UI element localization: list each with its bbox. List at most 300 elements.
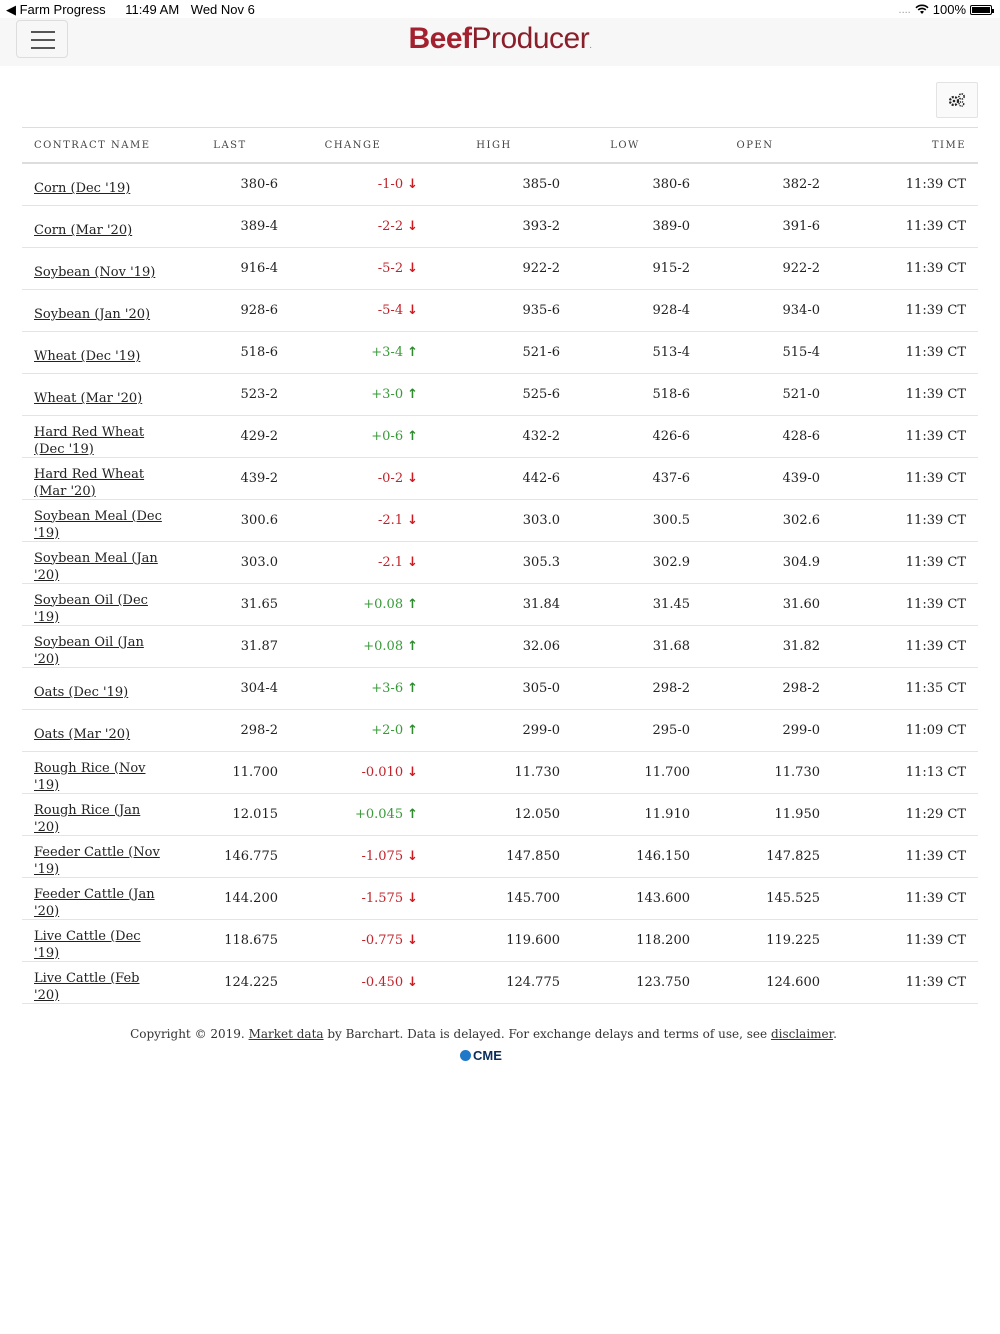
open-cell	[690, 458, 820, 500]
open-cell	[690, 163, 820, 206]
contract-name-link[interactable]: Soybean Oil (Dec '19)	[34, 592, 148, 625]
time-cell	[820, 332, 978, 374]
high-cell	[428, 290, 560, 332]
last-value: 300.6	[240, 513, 278, 528]
low-value: 298-2	[652, 681, 690, 696]
contract-name-link[interactable]: Wheat (Mar '20)	[34, 391, 143, 406]
back-app-label: Farm Progress	[19, 2, 106, 17]
time-cell	[820, 416, 978, 458]
low-value: 146.150	[636, 849, 690, 864]
high-value: 124.775	[506, 975, 560, 990]
last-value: 303.0	[240, 555, 278, 570]
contract-name-cell	[22, 836, 182, 878]
low-cell	[560, 163, 690, 206]
last-cell	[182, 500, 278, 542]
time-cell	[820, 668, 978, 710]
cme-label: CME	[473, 1048, 502, 1063]
arrow-up-icon: ↑	[407, 345, 418, 360]
high-cell	[428, 416, 560, 458]
col-header-low[interactable]: LOW	[560, 128, 690, 164]
change-text: +2-0	[371, 723, 404, 738]
time-cell	[820, 626, 978, 668]
high-value: 12.050	[514, 807, 560, 822]
table-row	[22, 500, 978, 542]
time-value: 11:39 CT	[905, 261, 966, 276]
change-text: +0.08	[363, 639, 404, 654]
change-text: -2-2	[377, 219, 404, 234]
last-cell	[182, 374, 278, 416]
footer-text: Copyright © 2019.	[130, 1027, 249, 1041]
back-to-app-link[interactable]: ◀ Farm Progress	[6, 2, 106, 17]
contract-name-cell	[22, 542, 182, 584]
last-cell	[182, 542, 278, 584]
last-value: 31.87	[240, 639, 278, 654]
contract-name-link[interactable]: Oats (Mar '20)	[34, 727, 131, 742]
contract-name-link[interactable]: Soybean Meal (Jan '20)	[34, 550, 158, 583]
low-value: 389-0	[652, 219, 690, 234]
low-value: 928-4	[652, 303, 690, 318]
time-cell	[820, 248, 978, 290]
last-cell	[182, 752, 278, 794]
high-value: 305.3	[522, 555, 560, 570]
arrow-down-icon: ↓	[407, 177, 418, 192]
time-value: 11:39 CT	[905, 345, 966, 360]
market-data-link[interactable]: Market data	[248, 1027, 324, 1041]
low-value: 123.750	[636, 975, 690, 990]
high-cell	[428, 458, 560, 500]
low-value: 513-4	[652, 345, 690, 360]
change-text: -5-2	[377, 261, 404, 276]
globe-icon	[460, 1050, 471, 1061]
contract-name-link[interactable]: Soybean (Jan '20)	[34, 307, 151, 322]
high-cell	[428, 584, 560, 626]
high-cell	[428, 163, 560, 206]
high-cell	[428, 920, 560, 962]
time-value: 11:39 CT	[905, 849, 966, 864]
contract-name-link[interactable]: Live Cattle (Dec '19)	[34, 928, 141, 961]
change-cell	[278, 920, 428, 962]
contract-name-cell	[22, 794, 182, 836]
open-cell	[690, 920, 820, 962]
low-value: 31.68	[652, 639, 690, 654]
change-value	[278, 765, 428, 780]
open-cell	[690, 836, 820, 878]
last-cell	[182, 332, 278, 374]
arrow-up-icon: ↑	[407, 681, 418, 696]
low-value: 426-6	[652, 429, 690, 444]
site-header	[0, 18, 1000, 66]
change-cell	[278, 542, 428, 584]
time-cell	[820, 584, 978, 626]
time-cell	[820, 542, 978, 584]
high-value: 145.700	[506, 891, 560, 906]
high-cell	[428, 962, 560, 1004]
low-cell	[560, 206, 690, 248]
high-value: 32.06	[522, 639, 560, 654]
change-text: -2.1	[378, 513, 404, 528]
last-value: 144.200	[224, 891, 278, 906]
low-value: 31.45	[652, 597, 690, 612]
last-cell	[182, 206, 278, 248]
status-time: 11:49 AM	[125, 2, 180, 17]
arrow-down-icon: ↓	[407, 261, 418, 276]
contract-name-cell	[22, 458, 182, 500]
change-value	[278, 597, 428, 612]
arrow-up-icon: ↑	[407, 723, 418, 738]
table-row	[22, 794, 978, 836]
last-cell	[182, 584, 278, 626]
change-cell	[278, 836, 428, 878]
open-cell	[690, 374, 820, 416]
change-value	[278, 429, 428, 444]
last-value: 916-4	[240, 261, 278, 276]
change-cell	[278, 752, 428, 794]
high-value: 303.0	[522, 513, 560, 528]
low-value: 11.910	[644, 807, 690, 822]
battery-fill	[972, 7, 990, 13]
change-value	[278, 513, 428, 528]
high-cell	[428, 542, 560, 584]
contract-name-link[interactable]: Wheat (Dec '19)	[34, 349, 141, 364]
low-cell	[560, 836, 690, 878]
market-data-table	[22, 127, 978, 1004]
contract-name-link[interactable]: Soybean Oil (Jan '20)	[34, 634, 144, 667]
change-value	[278, 723, 428, 738]
time-value: 11:39 CT	[905, 303, 966, 318]
open-value: 382-2	[782, 177, 820, 192]
open-value: 147.825	[766, 849, 820, 864]
high-cell	[428, 710, 560, 752]
col-header-time[interactable]: TIME	[820, 128, 978, 164]
last-value: 298-2	[240, 723, 278, 738]
arrow-up-icon: ↑	[407, 639, 418, 654]
table-row	[22, 374, 978, 416]
contract-name-link[interactable]: Rough Rice (Nov '19)	[34, 760, 146, 793]
contract-name-link[interactable]: Hard Red Wheat (Mar '20)	[34, 466, 145, 499]
low-value: 915-2	[652, 261, 690, 276]
last-cell	[182, 626, 278, 668]
contract-name-cell	[22, 374, 182, 416]
change-cell	[278, 626, 428, 668]
gears-icon	[948, 92, 966, 108]
change-text: -0-2	[377, 471, 404, 486]
arrow-down-icon: ↓	[407, 765, 418, 780]
contract-name-link[interactable]: Feeder Cattle (Nov '19)	[34, 844, 160, 877]
change-text: -1-0	[377, 177, 404, 192]
time-cell	[820, 836, 978, 878]
time-value: 11:39 CT	[905, 471, 966, 486]
low-cell	[560, 794, 690, 836]
low-value: 380-6	[652, 177, 690, 192]
open-value: 299-0	[782, 723, 820, 738]
low-cell	[560, 290, 690, 332]
change-text: -0.450	[361, 975, 404, 990]
change-text: -0.775	[361, 933, 404, 948]
low-cell	[560, 710, 690, 752]
high-cell	[428, 332, 560, 374]
last-cell	[182, 248, 278, 290]
open-value: 515-4	[782, 345, 820, 360]
open-value: 124.600	[766, 975, 820, 990]
last-cell	[182, 794, 278, 836]
contract-name-link[interactable]: Corn (Mar '20)	[34, 223, 133, 238]
last-value: 304-4	[240, 681, 278, 696]
low-cell	[560, 332, 690, 374]
high-cell	[428, 668, 560, 710]
col-header-open[interactable]: OPEN	[690, 128, 820, 164]
last-cell	[182, 836, 278, 878]
open-value: 304.9	[782, 555, 820, 570]
high-cell	[428, 374, 560, 416]
battery-percent: 100%	[932, 2, 966, 17]
last-value: 31.65	[240, 597, 278, 612]
open-cell	[690, 668, 820, 710]
change-text: -1.075	[361, 849, 404, 864]
low-value: 295-0	[652, 723, 690, 738]
low-cell	[560, 500, 690, 542]
low-value: 143.600	[636, 891, 690, 906]
change-cell	[278, 500, 428, 542]
change-cell	[278, 290, 428, 332]
change-value	[278, 933, 428, 948]
high-value: 299-0	[522, 723, 560, 738]
battery-icon	[970, 5, 992, 15]
time-value: 11:09 CT	[905, 723, 966, 738]
contract-name-link[interactable]: Soybean (Nov '19)	[34, 265, 156, 280]
table-row	[22, 710, 978, 752]
open-cell	[690, 290, 820, 332]
high-value: 393-2	[522, 219, 560, 234]
table-row	[22, 163, 978, 206]
arrow-down-icon: ↓	[407, 975, 418, 990]
open-value: 922-2	[782, 261, 820, 276]
last-cell	[182, 962, 278, 1004]
time-cell	[820, 458, 978, 500]
high-cell	[428, 248, 560, 290]
time-value: 11:39 CT	[905, 891, 966, 906]
table-row	[22, 332, 978, 374]
change-cell	[278, 374, 428, 416]
change-cell	[278, 332, 428, 374]
last-value: 118.675	[224, 933, 278, 948]
change-value	[278, 261, 428, 276]
contract-name-cell	[22, 752, 182, 794]
change-text: +0-6	[371, 429, 404, 444]
footer-text: by Barchart. Data is delayed. For exchange delays and terms of use, see	[323, 1027, 771, 1041]
contract-name-cell	[22, 920, 182, 962]
arrow-down-icon: ↓	[407, 933, 418, 948]
high-value: 432-2	[522, 429, 560, 444]
time-value: 11:39 CT	[905, 429, 966, 444]
change-value	[278, 975, 428, 990]
time-cell	[820, 710, 978, 752]
logo-mark: .	[589, 40, 592, 51]
high-cell	[428, 500, 560, 542]
open-cell	[690, 332, 820, 374]
change-text: -1.575	[361, 891, 404, 906]
low-value: 118.200	[636, 933, 690, 948]
open-value: 31.60	[782, 597, 820, 612]
change-text: +0.045	[354, 807, 404, 822]
status-date: Wed Nov 6	[190, 2, 255, 17]
time-cell	[820, 163, 978, 206]
site-logo[interactable]	[0, 22, 1000, 56]
settings-button[interactable]	[936, 82, 978, 118]
change-text: -2.1	[378, 555, 404, 570]
time-cell	[820, 206, 978, 248]
logo-beef: Beef	[408, 22, 472, 55]
time-cell	[820, 500, 978, 542]
time-cell	[820, 962, 978, 1004]
change-cell	[278, 584, 428, 626]
time-cell	[820, 878, 978, 920]
contract-name-cell	[22, 206, 182, 248]
low-value: 518-6	[652, 387, 690, 402]
last-value: 146.775	[224, 849, 278, 864]
change-text: +3-0	[371, 387, 404, 402]
open-value: 439-0	[782, 471, 820, 486]
open-cell	[690, 416, 820, 458]
table-row	[22, 962, 978, 1004]
last-value: 429-2	[240, 429, 278, 444]
time-value: 11:39 CT	[905, 975, 966, 990]
time-value: 11:39 CT	[905, 597, 966, 612]
contract-name-link[interactable]: Feeder Cattle (Jan '20)	[34, 886, 155, 919]
high-value: 11.730	[514, 765, 560, 780]
contract-name-link[interactable]: Live Cattle (Feb '20)	[34, 970, 140, 1003]
change-value	[278, 807, 428, 822]
open-value: 521-0	[782, 387, 820, 402]
change-cell	[278, 248, 428, 290]
contract-name-cell	[22, 248, 182, 290]
open-cell	[690, 248, 820, 290]
last-value: 389-4	[240, 219, 278, 234]
high-value: 935-6	[522, 303, 560, 318]
time-value: 11:29 CT	[905, 807, 966, 822]
open-cell	[690, 626, 820, 668]
contract-name-cell	[22, 500, 182, 542]
col-header-last[interactable]: LAST	[182, 128, 278, 164]
last-value: 523-2	[240, 387, 278, 402]
col-header-change[interactable]: CHANGE	[278, 128, 428, 164]
last-value: 11.700	[232, 765, 278, 780]
table-row	[22, 668, 978, 710]
change-text: +3-6	[371, 681, 404, 696]
arrow-down-icon: ↓	[407, 219, 418, 234]
change-value	[278, 303, 428, 318]
table-row	[22, 584, 978, 626]
change-value	[278, 219, 428, 234]
open-value: 391-6	[782, 219, 820, 234]
arrow-down-icon: ↓	[407, 471, 418, 486]
low-cell	[560, 584, 690, 626]
change-value	[278, 849, 428, 864]
low-value: 437-6	[652, 471, 690, 486]
table-row	[22, 878, 978, 920]
arrow-down-icon: ↓	[407, 891, 418, 906]
low-cell	[560, 668, 690, 710]
arrow-up-icon: ↑	[407, 597, 418, 612]
change-text: +0.08	[363, 597, 404, 612]
low-cell	[560, 248, 690, 290]
col-header-high[interactable]: HIGH	[428, 128, 560, 164]
low-cell	[560, 542, 690, 584]
low-value: 11.700	[644, 765, 690, 780]
table-row	[22, 290, 978, 332]
open-cell	[690, 584, 820, 626]
last-cell	[182, 920, 278, 962]
open-value: 298-2	[782, 681, 820, 696]
low-value: 302.9	[652, 555, 690, 570]
wifi-icon	[915, 4, 929, 15]
time-value: 11:35 CT	[905, 681, 966, 696]
contract-name-cell	[22, 332, 182, 374]
signal-dots: ....	[898, 3, 911, 16]
arrow-down-icon: ↓	[407, 849, 418, 864]
open-cell	[690, 878, 820, 920]
change-text: +3-4	[371, 345, 404, 360]
contract-name-cell	[22, 710, 182, 752]
time-value: 11:39 CT	[905, 177, 966, 192]
high-cell	[428, 752, 560, 794]
last-value: 380-6	[240, 177, 278, 192]
last-cell	[182, 878, 278, 920]
high-value: 922-2	[522, 261, 560, 276]
high-cell	[428, 626, 560, 668]
arrow-down-icon: ↓	[407, 555, 418, 570]
low-cell	[560, 878, 690, 920]
high-value: 147.850	[506, 849, 560, 864]
disclaimer-link[interactable]: disclaimer	[770, 1027, 834, 1041]
change-cell	[278, 163, 428, 206]
open-value: 11.950	[774, 807, 820, 822]
high-value: 119.600	[506, 933, 560, 948]
low-cell	[560, 962, 690, 1004]
time-value: 11:39 CT	[905, 933, 966, 948]
change-value	[278, 555, 428, 570]
arrow-up-icon: ↑	[407, 387, 418, 402]
high-value: 525-6	[522, 387, 560, 402]
contract-name-cell	[22, 290, 182, 332]
change-text: -5-4	[377, 303, 404, 318]
low-cell	[560, 416, 690, 458]
open-value: 11.730	[774, 765, 820, 780]
contract-name-link[interactable]: Hard Red Wheat (Dec '19)	[34, 424, 145, 457]
open-cell	[690, 794, 820, 836]
last-value: 439-2	[240, 471, 278, 486]
last-cell	[182, 710, 278, 752]
contract-name-link[interactable]: Oats (Dec '19)	[34, 685, 129, 700]
contract-name-link[interactable]: Rough Rice (Jan '20)	[34, 802, 141, 835]
low-cell	[560, 752, 690, 794]
last-cell	[182, 416, 278, 458]
table-row	[22, 206, 978, 248]
low-cell	[560, 920, 690, 962]
col-header-contract-name[interactable]: CONTRACT NAME	[22, 128, 182, 164]
change-value	[278, 681, 428, 696]
contract-name-link[interactable]: Corn (Dec '19)	[34, 181, 131, 196]
contract-name-link[interactable]: Soybean Meal (Dec '19)	[34, 508, 162, 541]
time-value: 11:39 CT	[905, 219, 966, 234]
high-cell	[428, 794, 560, 836]
open-cell	[690, 500, 820, 542]
low-cell	[560, 458, 690, 500]
contract-name-cell	[22, 962, 182, 1004]
change-cell	[278, 206, 428, 248]
open-cell	[690, 710, 820, 752]
time-cell	[820, 920, 978, 962]
change-cell	[278, 794, 428, 836]
